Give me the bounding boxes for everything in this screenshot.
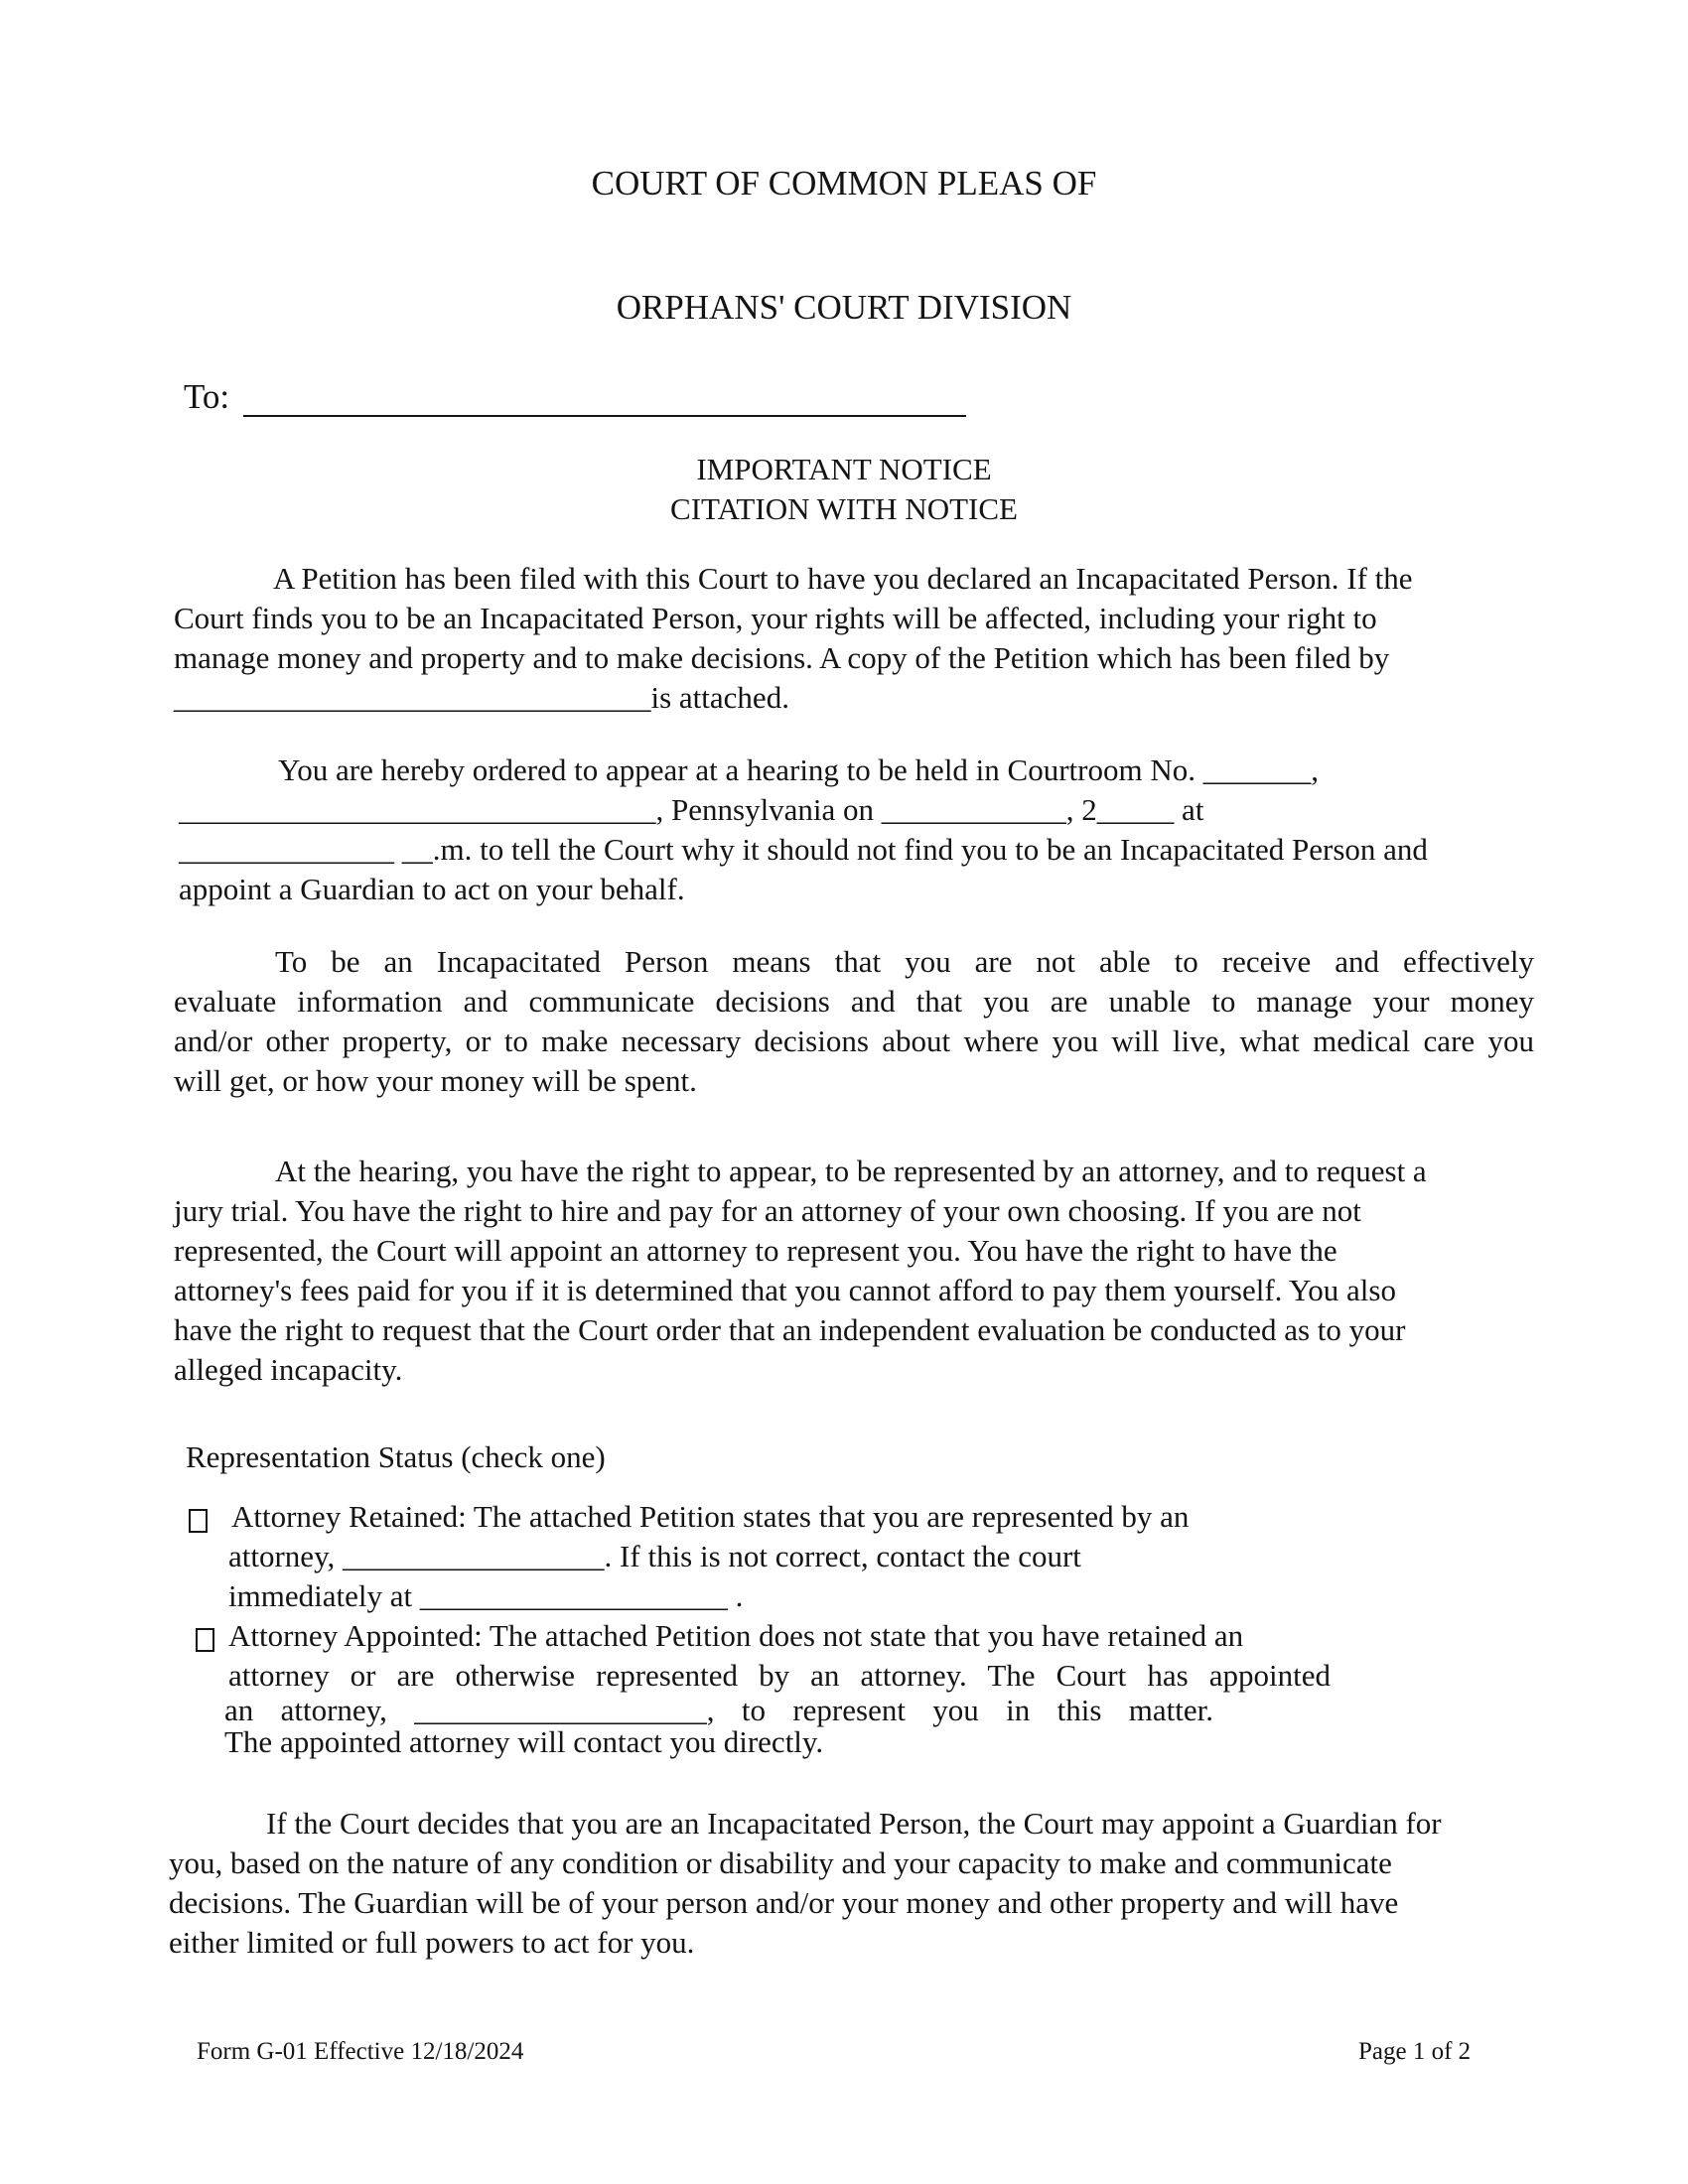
representation-heading: Representation Status (check one) [186, 1439, 606, 1474]
paragraph-line: attorney's fees paid for you if it is determined that you cannot afford to pay them yourself. You also [174, 1273, 1396, 1307]
option-line: The appointed attorney will contact you directly. [224, 1724, 824, 1759]
paragraph-line: To be an Incapacitated Person means that you are not able to receive and effectively [275, 944, 1534, 979]
paragraph-line: either limited or full powers to act for you. [169, 1925, 695, 1960]
paragraph-line: evaluate information and communicate decisions and that you are unable to manage your money [174, 984, 1534, 1019]
form-id: Form G-01 Effective 12/18/2024 [197, 2038, 524, 2065]
paragraph-line: A Petition has been filed with this Court to have you declared an Incapacitated Person. If the [273, 561, 1413, 596]
notice-title: IMPORTANT NOTICE [696, 452, 992, 486]
option-line: Attorney Appointed: The attached Petition does not state that you have retained an [228, 1618, 1244, 1653]
paragraph-line: If the Court decides that you are an Incapacitated Person, the Court may appoint a Guardian for [266, 1806, 1442, 1841]
paragraph-line: represented, the Court will appoint an attorney to represent you. You have the right to have the [174, 1233, 1337, 1268]
to-input-line[interactable] [243, 415, 966, 417]
page-number: Page 1 of 2 [1358, 2038, 1472, 2065]
notice-subtitle: CITATION WITH NOTICE [670, 491, 1018, 526]
option-line: immediately at ____________________ . [228, 1578, 744, 1613]
option-line: attorney, _________________. If this is not correct, contact the court [228, 1539, 1081, 1573]
attorney-retained-checkbox[interactable] [189, 1509, 208, 1533]
paragraph-line: ______________ __.m. to tell the Court why it should not find you to be an Incapacitated Person and [179, 832, 1428, 867]
paragraph-line: will get, or how your money will be spent. [174, 1063, 697, 1098]
option-line: an attorney, ___________________, to represent you in this matter. [224, 1693, 1213, 1727]
paragraph-line: At the hearing, you have the right to appear, to be represented by an attorney, and to request a [275, 1154, 1427, 1188]
paragraph-line: jury trial. You have the right to hire and pay for an attorney of your own choosing. If you are not [174, 1193, 1361, 1228]
paragraph-line: _______________________________, Pennsylvania on ____________, 2_____ at [179, 792, 1204, 827]
paragraph-line: manage money and property and to make decisions. A copy of the Petition which has been filed by [174, 640, 1390, 675]
division-title: ORPHANS' COURT DIVISION [616, 288, 1072, 327]
to-label: To: [184, 377, 230, 416]
court-title: COURT OF COMMON PLEAS OF [591, 164, 1097, 203]
option-line: attorney or are otherwise represented by an attorney. The Court has appointed [228, 1658, 1331, 1693]
paragraph-line: _______________________________is attached. [174, 680, 789, 715]
attorney-appointed-checkbox[interactable] [196, 1628, 214, 1652]
paragraph-line: You are hereby ordered to appear at a hearing to be held in Courtroom No. _______, [278, 752, 1319, 787]
paragraph-line: appoint a Guardian to act on your behalf. [179, 872, 685, 906]
paragraph-line: decisions. The Guardian will be of your person and/or your money and other property and will have [169, 1885, 1399, 1920]
paragraph-line: Court finds you to be an Incapacitated Person, your rights will be affected, including your right to [174, 601, 1377, 635]
paragraph-line: and/or other property, or to make necessary decisions about where you will live, what medical care you [174, 1024, 1534, 1058]
paragraph-line: have the right to request that the Court order that an independent evaluation be conducted as to your [174, 1312, 1406, 1347]
paragraph-line: you, based on the nature of any condition or disability and your capacity to make and communicate [169, 1845, 1392, 1880]
option-line: Attorney Retained: The attached Petition states that you are represented by an [231, 1499, 1190, 1534]
paragraph-line: alleged incapacity. [174, 1352, 403, 1387]
